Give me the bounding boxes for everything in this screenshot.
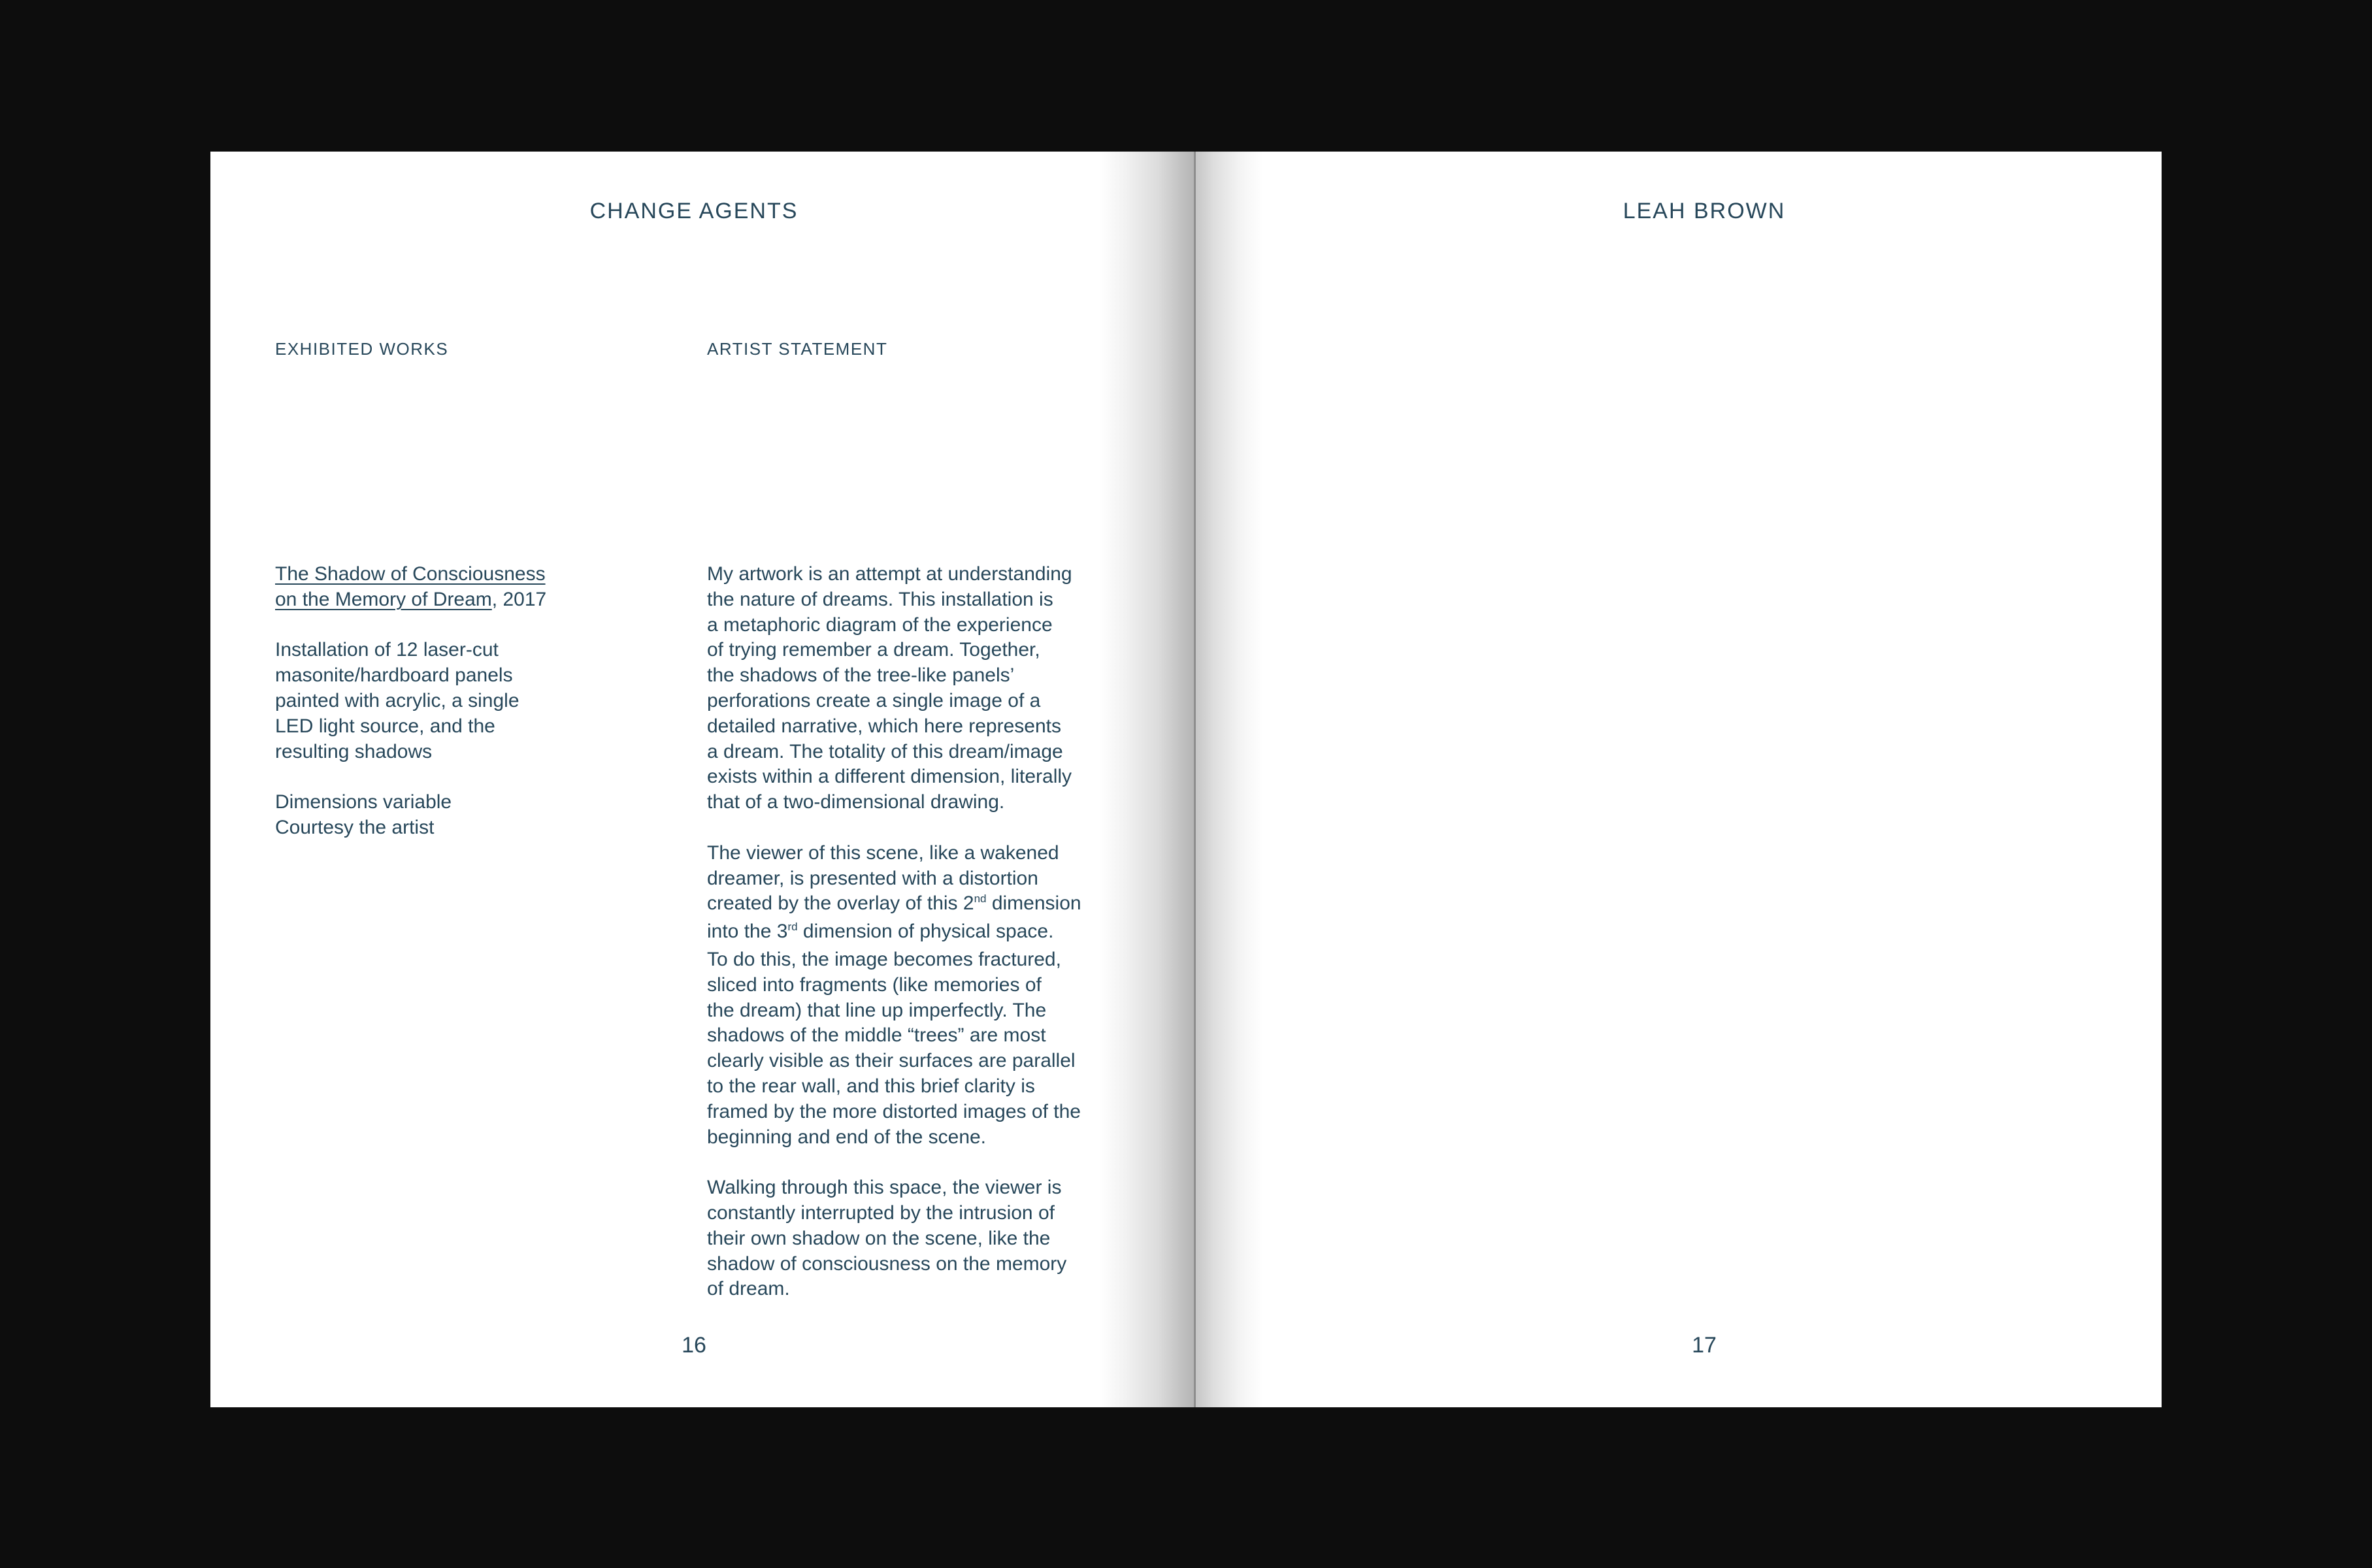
statement-line: constantly interrupted by the intrusion of — [707, 1201, 1055, 1224]
ordinal-suffix: rd — [787, 921, 798, 934]
running-head-left: CHANGE AGENTS — [589, 199, 799, 223]
work-credit: Courtesy the artist — [275, 816, 435, 838]
statement-paragraph-1 — [707, 562, 1081, 815]
statement-line: My artwork is an attempt at understanding — [707, 563, 1072, 585]
statement-line: shadow of consciousness on the memory — [707, 1252, 1067, 1275]
medium-line: Installation of 12 laser-cut — [275, 639, 499, 661]
work-title-line — [275, 587, 546, 613]
ordinal-suffix: nd — [974, 892, 987, 906]
statement-line: the shadows of the tree-like panels’ — [707, 664, 1015, 687]
statement-line: To do this, the image becomes fractured, — [707, 948, 1061, 970]
work-dimensions: Dimensions variable — [275, 791, 452, 813]
exhibited-works-label: EXHIBITED WORKS — [275, 339, 449, 359]
statement-text: into the 3 — [707, 921, 788, 943]
statement-line: sliced into fragments (like memories of — [707, 973, 1042, 996]
artist-statement-label: ARTIST STATEMENT — [707, 339, 888, 359]
statement-line: dreamer, is presented with a distortion — [707, 867, 1038, 889]
work-title-line — [275, 562, 546, 587]
work-year: , 2017 — [491, 588, 547, 610]
statement-line — [707, 891, 1081, 919]
running-head-right: LEAH BROWN — [1623, 199, 1786, 223]
exhibited-works-column — [275, 562, 546, 866]
statement-line: perforations create a single image of a — [707, 689, 1041, 711]
medium-line: painted with acrylic, a single — [275, 689, 519, 711]
medium-line: resulting shadows — [275, 740, 433, 762]
book-spread — [210, 152, 2162, 1407]
statement-line: shadows of the middle “trees” are most — [707, 1024, 1046, 1047]
statement-paragraph-2 — [707, 841, 1081, 1151]
statement-line: a dream. The totality of this dream/image — [707, 740, 1063, 762]
statement-text: dimension of physical space. — [797, 921, 1054, 943]
medium-line: masonite/hardboard panels — [275, 664, 513, 687]
statement-line: beginning and end of the scene. — [707, 1126, 987, 1148]
left-page — [210, 152, 1194, 1407]
statement-line: to the rear wall, and this brief clarity is — [707, 1075, 1035, 1097]
work-medium — [275, 638, 546, 764]
statement-line: exists within a different dimension, literally — [707, 766, 1072, 788]
statement-line: the nature of dreams. This installation is — [707, 588, 1053, 610]
statement-line: the dream) that line up imperfectly. The — [707, 999, 1047, 1021]
work-title-link[interactable]: on the Memory of Dream — [275, 588, 492, 610]
statement-line: clearly visible as their surfaces are parallel — [707, 1050, 1076, 1072]
artist-statement-column — [707, 562, 1081, 1328]
statement-line: their own shadow on the scene, like the — [707, 1227, 1051, 1249]
work-title-block — [275, 562, 546, 613]
statement-text: created by the overlay of this 2 — [707, 892, 974, 915]
work-details — [275, 790, 546, 841]
right-page — [1194, 152, 2162, 1407]
statement-line: framed by the more distorted images of the — [707, 1100, 1081, 1122]
statement-line: of dream. — [707, 1278, 790, 1300]
statement-line: of trying remember a dream. Together, — [707, 639, 1040, 661]
medium-line: LED light source, and the — [275, 715, 495, 737]
statement-line — [707, 919, 1081, 947]
statement-line: that of a two-dimensional drawing. — [707, 791, 1005, 813]
statement-text: dimension — [986, 892, 1081, 915]
statement-line: a metaphoric diagram of the experience — [707, 613, 1053, 636]
statement-line: Walking through this space, the viewer is — [707, 1177, 1062, 1199]
page-number-left: 16 — [682, 1333, 706, 1358]
page-number-right: 17 — [1692, 1333, 1717, 1358]
work-title-link[interactable]: The Shadow of Consciousness — [275, 563, 546, 585]
statement-line: detailed narrative, which here represents — [707, 715, 1061, 737]
spine-gutter — [1194, 152, 1196, 1407]
statement-paragraph-3 — [707, 1175, 1081, 1302]
statement-line: The viewer of this scene, like a wakened — [707, 841, 1059, 864]
